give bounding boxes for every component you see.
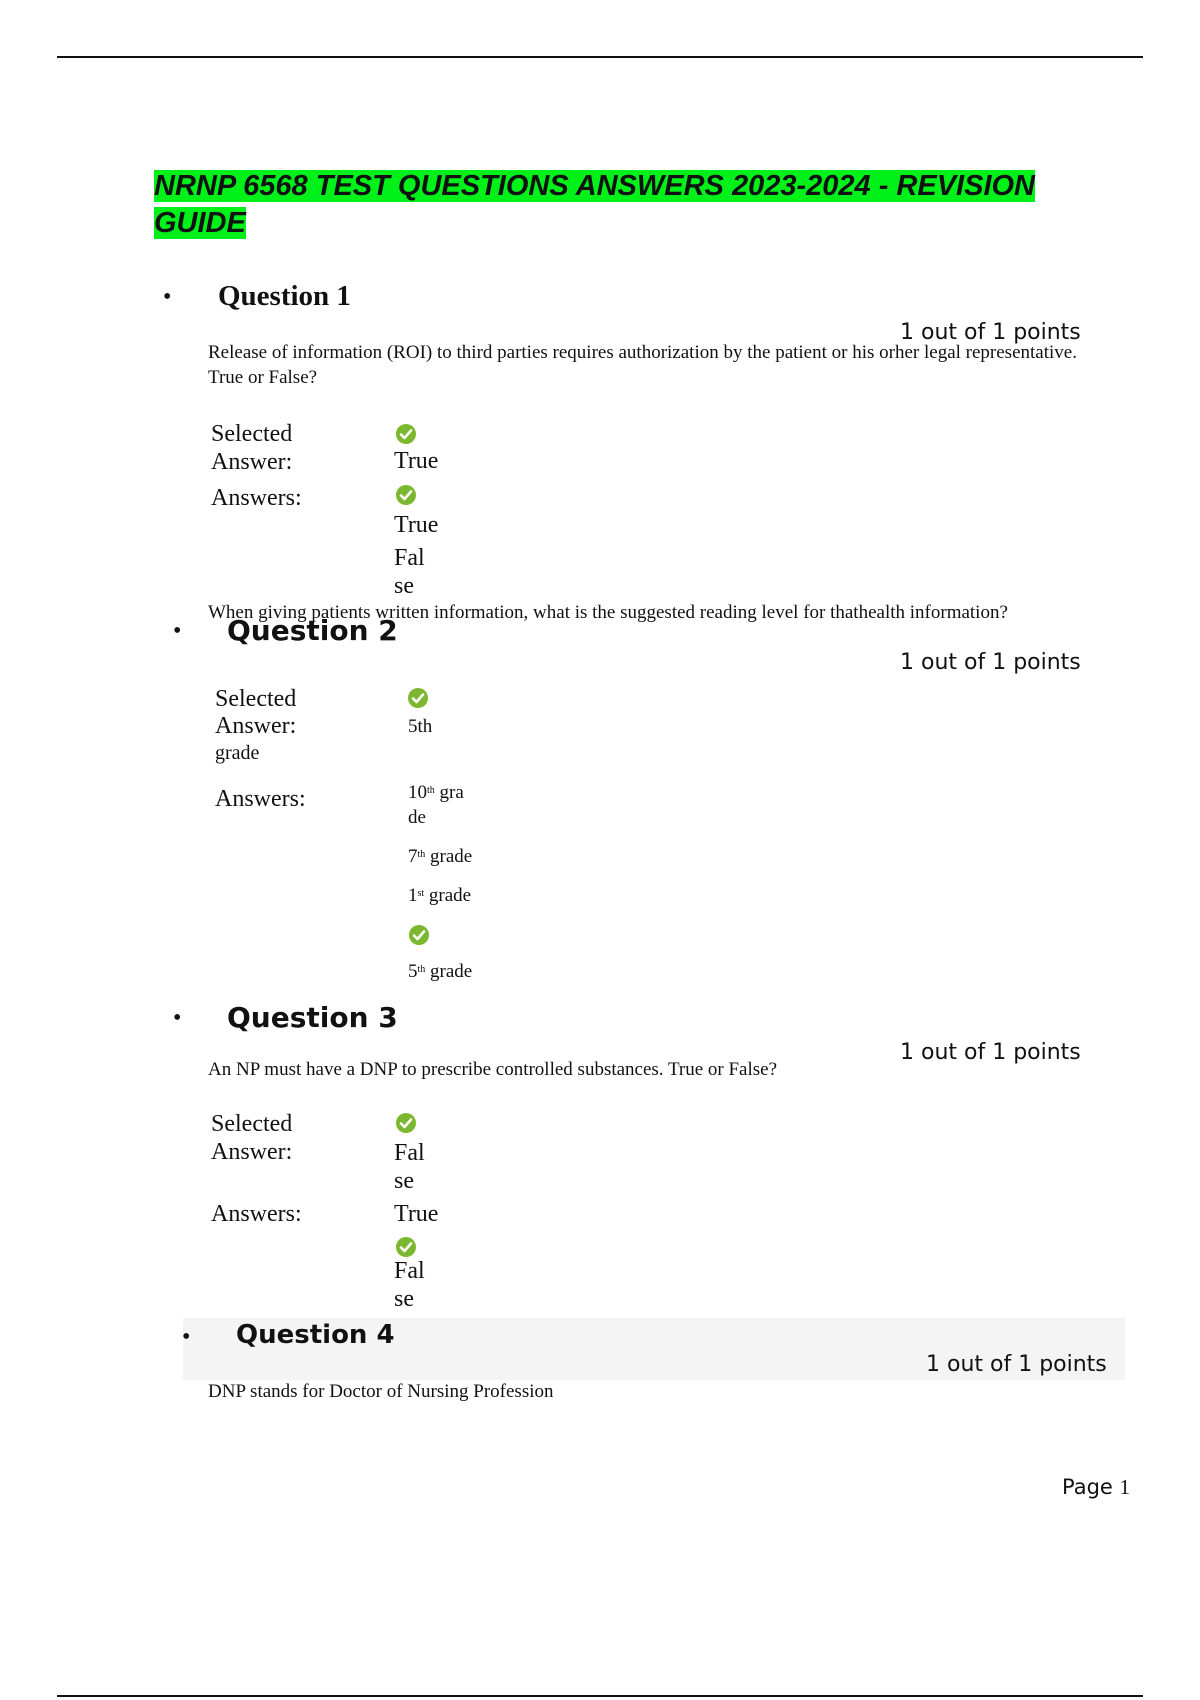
q1-selected-label-1: Selected — [211, 421, 293, 447]
q3-answer-option: False — [394, 1258, 425, 1312]
q2-answer-option: 7th grade — [408, 846, 473, 867]
top-rule — [57, 56, 1143, 58]
document-title: NRNP 6568 TEST QUESTIONS ANSWERS 2023-2024 - REVISION GUIDE — [154, 170, 1036, 239]
q1-question-text: Release of information (ROI) to third parties requires authorization by the patient or his orher legal representative. True or False? — [208, 342, 1077, 388]
q3-question-text: An NP must have a DNP to prescribe controlled substances. True or False? — [208, 1059, 778, 1080]
q4-bullet: • — [182, 1324, 191, 1350]
q2-answer-option: 1st grade — [408, 885, 472, 906]
q4-heading: Question 4 — [236, 1320, 395, 1350]
q1-answer-option: False — [394, 545, 425, 599]
q2-selected-label-2: Answer: — [215, 713, 297, 739]
q3-answer-option: True — [394, 1201, 439, 1227]
q3-selected-label-1: Selected — [211, 1111, 293, 1137]
q1-bullet: • — [163, 284, 172, 310]
q2-answer-option: 5th grade — [408, 961, 473, 982]
q2-question-text: When giving patients written information, what is the suggested reading level for thathealth information? — [208, 602, 1008, 623]
q2-selected-answer: 5th — [408, 716, 433, 737]
q4-question-text: DNP stands for Doctor of Nursing Profession — [208, 1381, 554, 1402]
q1-selected-answer: True — [394, 448, 439, 474]
q1-answers-label: Answers: — [211, 485, 302, 511]
q1-heading: Question 1 — [218, 280, 351, 312]
check-circle-icon — [407, 687, 429, 709]
q2-bullet: • — [173, 618, 182, 644]
q2-answers-label: Answers: — [215, 786, 306, 812]
check-circle-icon — [408, 924, 430, 946]
q3-points: 1 out of 1 points — [900, 1040, 1081, 1065]
check-circle-icon — [395, 484, 417, 506]
q3-selected-label-2: Answer: — [211, 1139, 293, 1165]
q3-heading: Question 3 — [227, 1001, 398, 1034]
q2-selected-label-1: Selected — [215, 686, 297, 712]
check-circle-icon — [395, 423, 417, 445]
page-number: Page 1 — [1062, 1475, 1131, 1499]
q2-points: 1 out of 1 points — [900, 650, 1081, 675]
q2-answer-option-wrap: de — [408, 807, 426, 828]
q1-points: 1 out of 1 points — [900, 320, 1081, 345]
q1-answer-option: True — [394, 512, 439, 538]
q3-selected-answer: False — [394, 1140, 425, 1194]
q1-selected-label-2: Answer: — [211, 449, 293, 475]
q4-points: 1 out of 1 points — [926, 1352, 1107, 1377]
q3-bullet: • — [173, 1005, 182, 1031]
check-circle-icon — [395, 1112, 417, 1134]
bottom-rule — [57, 1695, 1143, 1697]
q2-answer-option: 10th gra — [408, 782, 464, 803]
q2-selected-label-3: grade — [215, 742, 260, 764]
check-circle-icon — [395, 1236, 417, 1258]
q3-answers-label: Answers: — [211, 1201, 302, 1227]
q2-heading: Question 2 — [227, 614, 398, 647]
